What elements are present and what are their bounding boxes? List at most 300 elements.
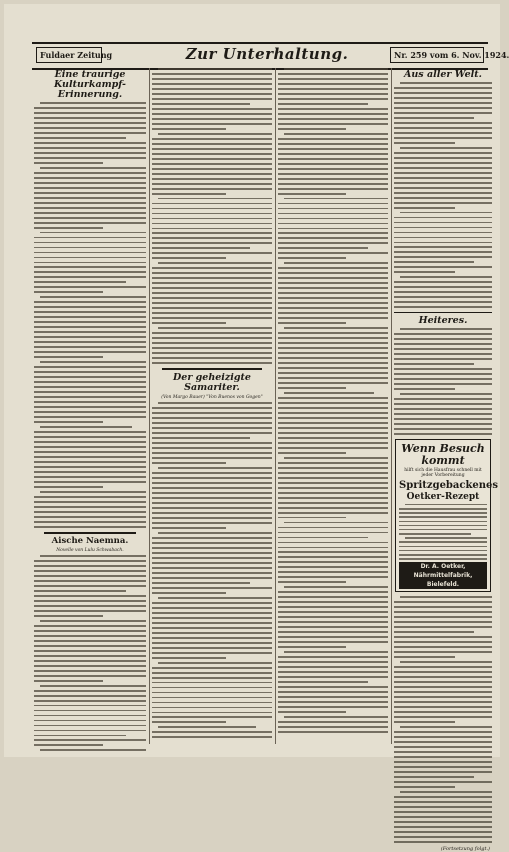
text-line <box>278 412 388 414</box>
text-line <box>152 88 272 90</box>
text-line <box>394 686 492 688</box>
text-line <box>40 361 146 363</box>
masthead <box>32 42 509 70</box>
text-line <box>34 446 146 448</box>
text-line <box>152 357 272 359</box>
text-line <box>152 138 272 140</box>
text-line <box>284 198 388 200</box>
text-line <box>400 596 492 598</box>
text-line <box>394 771 492 773</box>
text-line <box>152 602 272 604</box>
text-line <box>278 537 368 539</box>
text-line <box>152 677 272 679</box>
text-line <box>394 408 492 410</box>
text-line <box>152 512 272 514</box>
article-title: Der geheizigte Samariter. <box>173 371 251 393</box>
text-line <box>34 416 146 418</box>
text-line <box>34 276 146 278</box>
text-line <box>394 418 492 420</box>
text-line <box>152 432 272 434</box>
humor-body <box>394 328 492 435</box>
text-line <box>278 153 388 155</box>
text-line <box>394 636 492 638</box>
text-line <box>152 417 272 419</box>
text-line <box>284 133 388 135</box>
text-line <box>34 511 146 513</box>
text-line <box>278 312 388 314</box>
text-line <box>399 554 487 556</box>
text-line <box>152 482 272 484</box>
text-line <box>278 357 388 359</box>
text-line <box>152 178 272 180</box>
text-line <box>278 571 388 573</box>
text-line <box>152 163 272 165</box>
text-line <box>278 377 388 379</box>
text-line <box>278 267 388 269</box>
text-line <box>394 721 455 723</box>
text-line <box>158 133 272 135</box>
text-line <box>394 706 492 708</box>
text-line <box>152 572 272 574</box>
text-line <box>278 547 388 549</box>
text-line <box>278 422 388 424</box>
text-line <box>278 347 388 349</box>
text-line <box>278 402 388 404</box>
text-line <box>394 736 492 738</box>
text-line <box>34 665 146 667</box>
text-line <box>278 467 388 469</box>
text-line <box>394 831 492 833</box>
text-line <box>152 552 272 554</box>
text-line <box>152 721 226 723</box>
newspaper-page <box>4 4 509 852</box>
text-line <box>278 372 388 374</box>
text-line <box>278 382 388 384</box>
text-line <box>394 142 455 144</box>
text-line <box>394 841 492 843</box>
text-line <box>34 690 146 692</box>
text-line <box>34 356 103 358</box>
text-line <box>152 307 272 309</box>
text-line <box>394 676 492 678</box>
text-line <box>152 672 272 674</box>
text-line <box>278 681 368 683</box>
text-line <box>158 68 272 70</box>
text-line <box>405 504 487 506</box>
text-line <box>152 123 272 125</box>
text-line <box>34 137 126 139</box>
text-line <box>394 167 492 169</box>
text-line <box>40 555 146 557</box>
text-line <box>34 466 146 468</box>
text-line <box>278 218 388 220</box>
text-line <box>394 296 492 298</box>
text-line <box>394 611 492 613</box>
text-line <box>278 193 346 195</box>
text-line <box>34 401 146 403</box>
text-line <box>278 282 388 284</box>
text-line <box>278 93 388 95</box>
text-line <box>152 502 272 504</box>
text-line <box>34 486 103 488</box>
text-line <box>34 127 146 129</box>
article-body <box>34 555 146 751</box>
text-line <box>278 527 388 529</box>
text-line <box>152 507 272 509</box>
text-line <box>394 781 492 783</box>
text-line <box>152 337 272 339</box>
text-line <box>152 342 272 344</box>
text-line <box>278 223 388 225</box>
text-line <box>394 127 492 129</box>
text-line <box>278 148 388 150</box>
text-line <box>394 132 492 134</box>
text-line <box>394 796 492 798</box>
text-line <box>152 103 250 105</box>
text-line <box>152 78 272 80</box>
text-line <box>278 322 346 324</box>
text-line <box>284 651 388 653</box>
text-line <box>34 157 146 159</box>
text-line <box>394 192 492 194</box>
text-line <box>34 266 146 268</box>
text-line <box>34 291 103 293</box>
text-line <box>400 147 492 149</box>
text-line <box>34 222 146 224</box>
text-line <box>405 537 487 539</box>
text-line <box>278 88 388 90</box>
text-line <box>152 232 272 234</box>
text-line <box>394 348 492 350</box>
text-line <box>34 575 146 577</box>
text-line <box>34 386 146 388</box>
text-line <box>40 685 146 687</box>
text-line <box>152 143 272 145</box>
text-line <box>34 456 146 458</box>
text-line <box>394 251 492 253</box>
text-line <box>278 417 388 419</box>
text-line <box>278 178 388 180</box>
text-line <box>152 113 272 115</box>
text-line <box>158 402 272 404</box>
text-line <box>278 83 388 85</box>
text-line <box>399 533 471 535</box>
text-line <box>394 162 492 164</box>
text-line <box>152 317 272 319</box>
text-line <box>34 247 146 249</box>
oetker-advertisement <box>395 439 499 593</box>
text-line <box>278 462 388 464</box>
news-body <box>394 82 492 308</box>
text-line <box>278 482 388 484</box>
text-line <box>34 172 146 174</box>
text-line <box>278 452 346 454</box>
text-line <box>152 477 272 479</box>
text-line <box>152 247 250 249</box>
text-line <box>34 336 146 338</box>
text-line <box>34 645 146 647</box>
text-line <box>152 667 272 669</box>
text-line <box>34 441 146 443</box>
text-line <box>278 726 388 728</box>
text-line <box>152 557 272 559</box>
issue-info: Nr. 259 vom 6. Nov. 1924. <box>390 47 484 63</box>
text-line <box>34 625 146 627</box>
text-line <box>278 442 388 444</box>
text-line <box>394 333 492 335</box>
text-line <box>278 103 368 105</box>
text-line <box>152 527 226 529</box>
text-line <box>152 697 272 699</box>
text-line <box>152 577 272 579</box>
text-line <box>152 282 272 284</box>
text-line <box>152 168 272 170</box>
text-line <box>152 612 272 614</box>
text-line <box>34 670 146 672</box>
text-line <box>34 421 103 423</box>
text-line <box>394 621 492 623</box>
text-line <box>152 682 272 684</box>
text-line <box>284 716 388 718</box>
text-line <box>34 182 146 184</box>
text-line <box>394 761 492 763</box>
text-line <box>278 78 388 80</box>
text-line <box>40 620 146 622</box>
text-line <box>158 662 272 664</box>
text-line <box>34 565 146 567</box>
text-line <box>278 337 388 339</box>
column-rule <box>149 68 150 744</box>
text-line <box>34 744 103 746</box>
text-line <box>394 97 492 99</box>
text-line <box>152 472 272 474</box>
text-line <box>284 457 388 459</box>
text-line <box>278 631 388 633</box>
text-line <box>34 501 146 503</box>
text-line <box>400 276 492 278</box>
text-line <box>34 311 146 313</box>
text-line <box>278 626 388 628</box>
text-line <box>34 122 146 124</box>
text-line <box>34 187 146 189</box>
text-line <box>394 651 492 653</box>
text-line <box>278 706 388 708</box>
text-line <box>152 617 272 619</box>
text-line <box>152 447 272 449</box>
text-line <box>278 118 388 120</box>
text-line <box>394 343 492 345</box>
text-line <box>278 492 388 494</box>
text-line <box>152 272 272 274</box>
text-line <box>278 332 388 334</box>
text-line <box>284 392 374 394</box>
text-line <box>278 721 388 723</box>
text-line <box>394 776 474 778</box>
text-line <box>152 322 226 324</box>
text-line <box>152 267 272 269</box>
text-line <box>152 218 272 220</box>
text-line <box>278 611 388 613</box>
text-line <box>284 262 388 264</box>
paper-name: Fuldaer Zeitung <box>36 47 102 63</box>
text-line <box>399 521 487 523</box>
text-line <box>34 271 146 273</box>
text-line <box>394 187 492 189</box>
article-body <box>152 68 272 364</box>
text-line <box>152 297 272 299</box>
text-line <box>152 73 272 75</box>
text-line <box>34 306 146 308</box>
text-line <box>152 352 272 354</box>
text-line <box>152 118 272 120</box>
text-line <box>278 257 346 259</box>
text-line <box>34 341 146 343</box>
text-line <box>278 606 388 608</box>
text-line <box>394 368 492 370</box>
text-line <box>34 725 146 727</box>
text-line <box>152 452 272 454</box>
ad-recipe-table <box>399 504 487 535</box>
text-line <box>394 358 492 360</box>
text-line <box>152 148 272 150</box>
text-line <box>278 128 346 130</box>
text-line <box>158 597 272 599</box>
text-line <box>152 173 272 175</box>
section-title: Zur Unterhaltung. <box>185 45 349 63</box>
text-line <box>394 413 492 415</box>
text-line <box>152 632 272 634</box>
text-line <box>278 542 388 544</box>
text-line <box>278 566 388 568</box>
text-line <box>158 532 272 534</box>
text-line <box>34 580 146 582</box>
divider <box>44 532 136 534</box>
text-line <box>278 232 388 234</box>
column-1 <box>34 68 146 744</box>
text-line <box>400 661 492 663</box>
text-line <box>278 532 388 534</box>
text-line <box>152 332 272 334</box>
text-line <box>278 208 388 210</box>
ad-headline-2: Oetker-Rezept <box>406 491 480 502</box>
text-line <box>278 497 388 499</box>
text-line <box>394 137 492 139</box>
text-line <box>394 202 492 204</box>
text-line <box>394 306 492 308</box>
text-line <box>278 487 388 489</box>
text-line <box>284 327 388 329</box>
text-line <box>394 182 492 184</box>
text-line <box>394 92 492 94</box>
text-line <box>152 622 272 624</box>
text-line <box>278 601 388 603</box>
text-line <box>34 207 146 209</box>
text-line <box>152 83 272 85</box>
text-line <box>40 749 146 751</box>
text-line <box>278 237 388 239</box>
text-line <box>278 556 388 558</box>
text-line <box>394 117 474 119</box>
text-line <box>278 292 388 294</box>
ad-title: Wenn Besuch kommt <box>401 441 485 467</box>
text-line <box>152 437 250 439</box>
text-line <box>278 317 388 319</box>
text-line <box>278 507 388 509</box>
column-rule <box>275 68 276 744</box>
text-line <box>152 462 226 464</box>
text-line <box>152 208 272 210</box>
text-line <box>278 362 388 364</box>
text-line <box>152 237 272 239</box>
text-line <box>152 547 272 549</box>
text-line <box>394 246 492 248</box>
text-line <box>158 726 256 728</box>
text-line <box>152 292 272 294</box>
text-line <box>152 657 226 659</box>
text-line <box>278 123 388 125</box>
text-line <box>278 302 388 304</box>
text-line <box>278 397 388 399</box>
text-line <box>152 407 272 409</box>
text-line <box>34 331 146 333</box>
text-line <box>278 551 388 553</box>
text-line <box>399 516 487 518</box>
text-line <box>34 286 146 288</box>
text-line <box>278 113 388 115</box>
text-line <box>399 508 487 510</box>
article-body <box>394 596 492 842</box>
text-line <box>34 391 146 393</box>
text-line <box>394 671 492 673</box>
text-line <box>34 321 146 323</box>
ad-footer: Dr. A. Oetker, Nährmittelfabrik, Bielefeld. <box>399 562 487 589</box>
text-line <box>152 562 272 564</box>
text-line <box>34 585 146 587</box>
text-line <box>394 286 492 288</box>
text-line <box>278 447 388 449</box>
text-line <box>34 595 146 597</box>
text-line <box>34 526 146 528</box>
text-line <box>34 112 146 114</box>
text-line <box>278 173 388 175</box>
text-line <box>394 388 455 390</box>
text-line <box>34 680 103 682</box>
text-line <box>152 716 272 718</box>
text-line <box>394 237 492 239</box>
text-line <box>278 143 388 145</box>
text-line <box>278 596 388 598</box>
text-line <box>399 541 487 543</box>
text-line <box>40 491 146 493</box>
text-line <box>152 108 272 110</box>
text-line <box>278 183 388 185</box>
text-line <box>278 561 388 563</box>
text-line <box>394 378 492 380</box>
article-body <box>34 102 146 528</box>
text-line <box>34 710 146 712</box>
text-line <box>394 601 492 603</box>
text-line <box>394 756 492 758</box>
text-line <box>34 715 146 717</box>
text-line <box>152 422 272 424</box>
text-line <box>394 363 474 365</box>
text-line <box>278 247 368 249</box>
text-line <box>394 433 492 435</box>
text-line <box>278 272 388 274</box>
text-line <box>278 671 388 673</box>
article-title: Aische Naemna. <box>51 535 129 546</box>
text-line <box>34 147 146 149</box>
